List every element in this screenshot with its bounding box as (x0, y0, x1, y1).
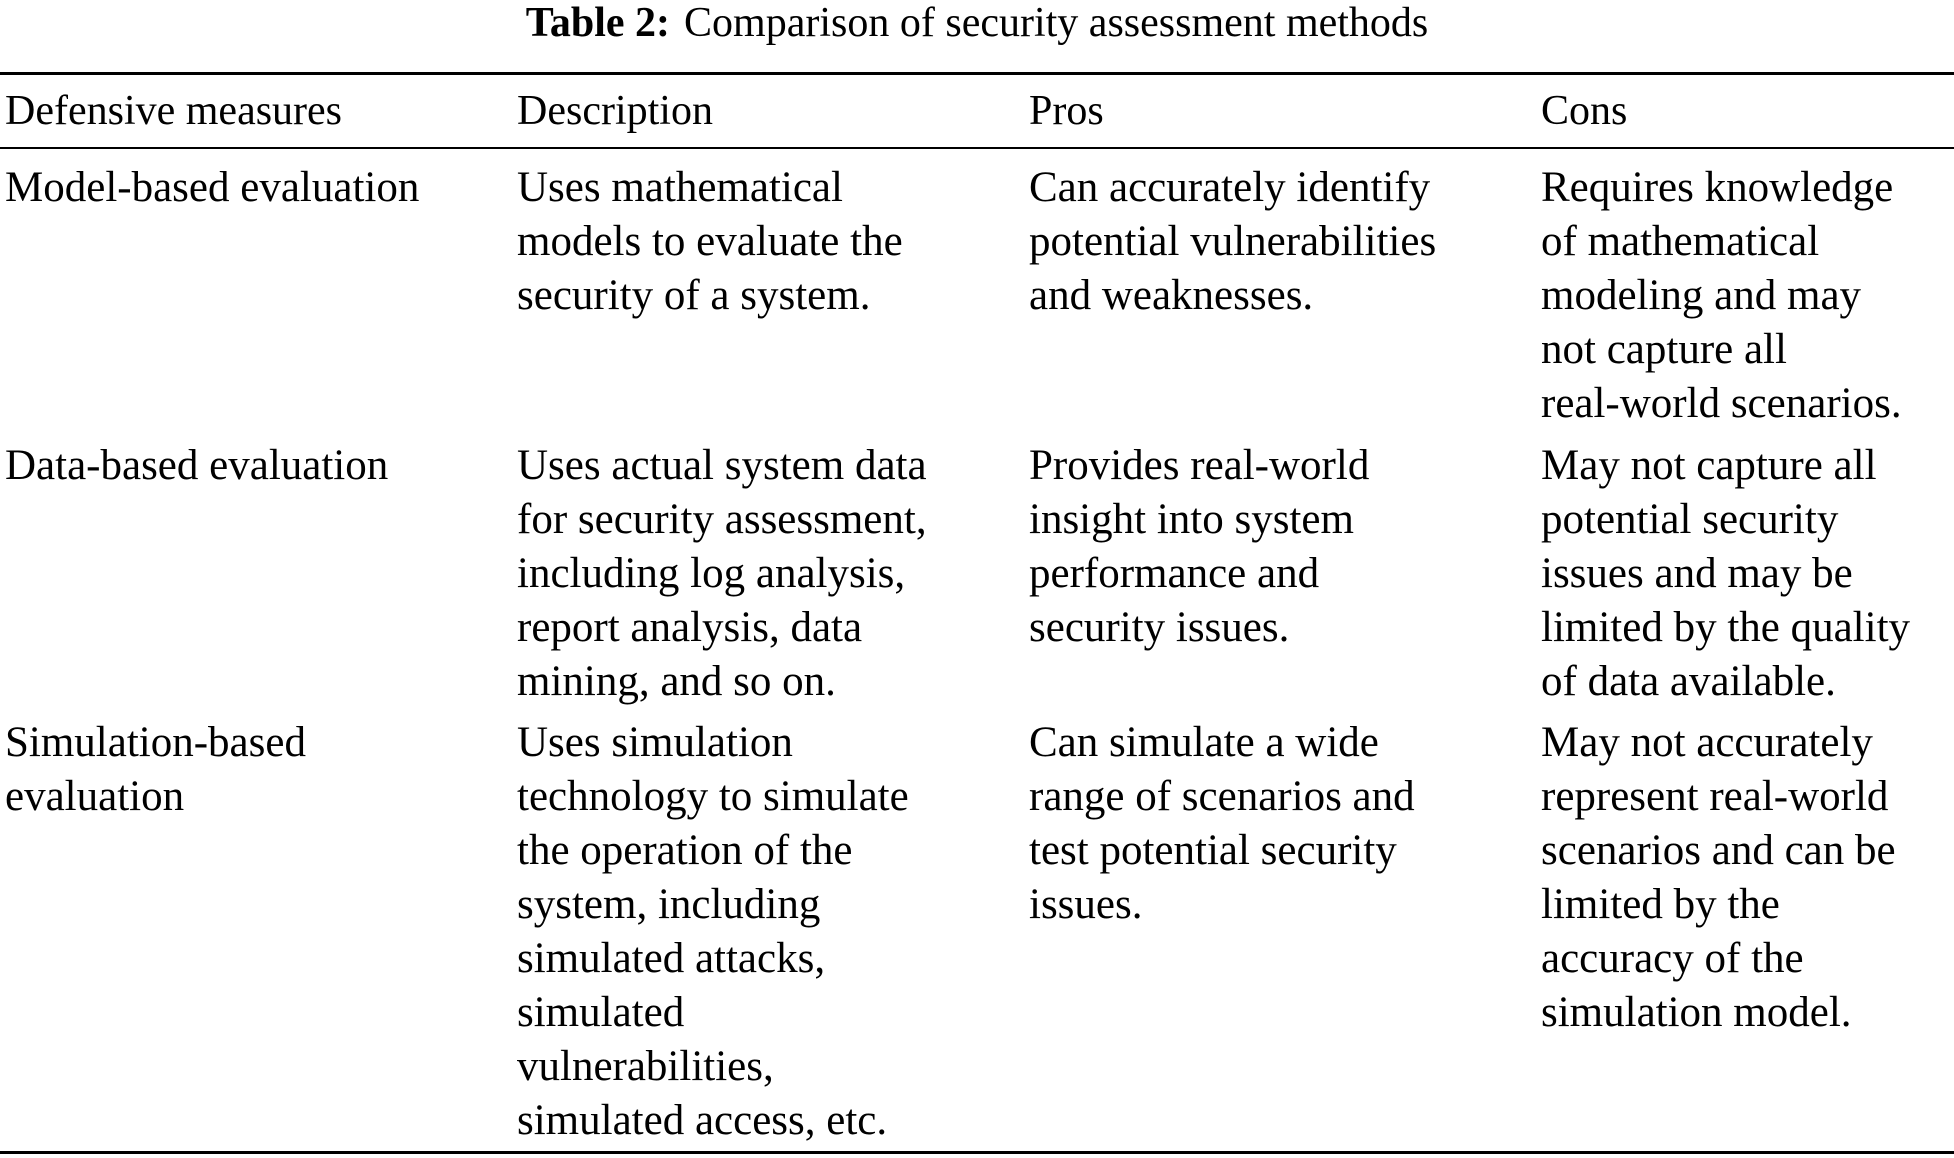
table-top-rule (0, 72, 1954, 75)
cell-measure: Simulation-based evaluation (5, 719, 306, 820)
cell-pros: Can simulate a wide range of scenarios and test potential security issues. (1029, 719, 1415, 928)
cell-cons: May not accurately represent real-world scenarios and can be limited by the accuracy of the simulation model. (1541, 719, 1896, 1036)
table-caption (0, 0, 1954, 46)
cell-description: Uses simulation technology to simulate the operation of the system, including simulated attacks, simulated vulnerabilities, simulated access, etc. (517, 719, 909, 1144)
cell-description: Uses mathematical models to evaluate the security of a system. (517, 164, 903, 319)
cell-pros: Can accurately identify potential vulnerabilities and weaknesses. (1029, 164, 1437, 319)
cell-measure: Model-based evaluation (5, 164, 420, 211)
table-caption-label: Table 2: (525, 0, 671, 46)
cell-pros: Provides real-world insight into system performance and security issues. (1029, 442, 1370, 651)
cell-description: Uses actual system data for security assessment, including log analysis, report analysis, data mining, and so on. (517, 442, 927, 705)
header-description: Description (517, 88, 713, 134)
cell-cons: May not capture all potential security issues and may be limited by the quality of data available. (1541, 442, 1911, 705)
table-caption-text: Comparison of security assessment methods (684, 0, 1429, 46)
table-bottom-rule (0, 1151, 1954, 1154)
cell-cons: Requires knowledge of mathematical modeling and may not capture all real-world scenarios. (1541, 164, 1902, 427)
header-pros: Pros (1029, 88, 1104, 134)
cell-measure: Data-based evaluation (5, 442, 389, 489)
header-defensive-measures: Defensive measures (5, 88, 343, 134)
table-header-rule (0, 147, 1954, 149)
header-cons: Cons (1541, 88, 1628, 134)
